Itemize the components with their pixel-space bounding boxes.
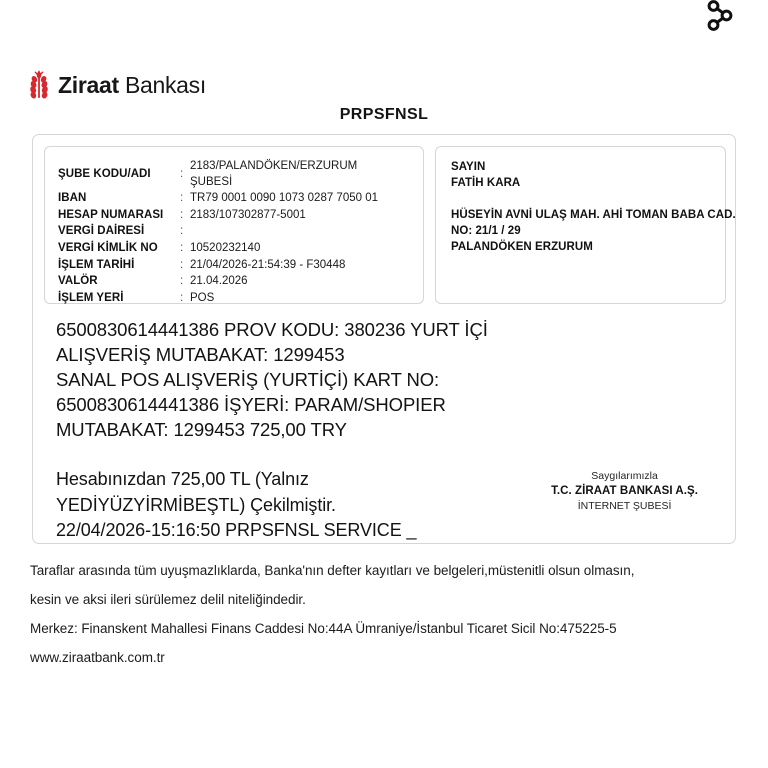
summary-signature-row [56, 465, 716, 544]
signature-bank-name: T.C. ZİRAAT BANKASI A.Ş. [551, 485, 698, 497]
footer-line-3: Merkez: Finanskent Mahallesi Finans Caddesi No:44A Ümraniye/İstanbul Ticaret Sicil No:475225-5 [30, 621, 617, 636]
footer-line-2: kesin ve aksi ileri sürülemez delil niteliğindedir. [30, 592, 306, 607]
row-sep-1: : [180, 192, 184, 205]
customer-name: FATİH KARA [451, 177, 521, 189]
transaction-line-5: MUTABAKAT: 1299453 725,00 TRY [56, 419, 347, 440]
signature-block [551, 465, 716, 544]
account-info-table [58, 159, 411, 306]
info-boxes [44, 146, 736, 304]
row-sep-5: : [180, 258, 184, 271]
row-label-hesap-numarasi: HESAP NUMARASI [58, 208, 164, 221]
transaction-line-2: ALIŞVERİŞ MUTABAKAT: 1299453 [56, 344, 345, 365]
row-sep-7: : [180, 291, 184, 304]
transaction-line-1: 6500830614441386 PROV KODU: 380236 YURT İÇİ [56, 319, 488, 340]
row-value-valor: 21.04.2026 [190, 275, 248, 288]
row-label-vergi-kimlik-no: VERGİ KİMLİK NO [58, 241, 158, 254]
share-icon [703, 0, 737, 33]
footer-legal-text [30, 556, 742, 672]
row-sep-3: : [180, 225, 184, 238]
row-sep-2: : [180, 208, 184, 221]
customer-address-line-3: PALANDÖKEN ERZURUM [451, 241, 593, 253]
customer-address-line-2: NO: 21/1 / 29 [451, 225, 521, 237]
row-sep-0: : [180, 167, 184, 180]
row-sep-6: : [180, 275, 184, 288]
row-label-sube-kodu-adi: ŞUBE KODU/ADI [58, 167, 151, 180]
receipt-card [32, 134, 736, 544]
customer-info-box [435, 146, 736, 304]
row-sep-4: : [180, 241, 184, 254]
row-value-islem-yeri: POS [190, 291, 215, 304]
amount-summary-block [56, 465, 416, 544]
transaction-detail-block [56, 317, 696, 442]
customer-address-line-1: HÜSEYİN AVNİ ULAŞ MAH. AHİ TOMAN BABA CAD. [451, 209, 736, 221]
share-button[interactable] [700, 0, 740, 36]
summary-line-1: Hesabınızdan 725,00 TL (Yalnız [56, 469, 309, 489]
account-info-box [44, 146, 424, 304]
row-value-vergi-dairesi [190, 224, 411, 240]
row-label-islem-yeri: İŞLEM YERİ [58, 291, 124, 304]
footer-website-link[interactable]: www.ziraatbank.com.tr [30, 650, 165, 665]
page-title: PRPSFNSL [339, 106, 429, 123]
transaction-line-3: SANAL POS ALIŞVERİŞ (YURTİÇİ) KART NO: [56, 369, 440, 390]
brand-name-bold: Ziraat [58, 71, 119, 98]
brand-name [58, 71, 206, 98]
summary-line-3: 22/04/2026-15:16:50 PRPSFNSL SERVICE _ [56, 520, 417, 540]
row-label-islem-tarihi: İŞLEM TARİHİ [58, 258, 135, 271]
top-bar [0, 0, 768, 46]
row-label-vergi-dairesi: VERGİ DAİRESİ [58, 225, 145, 238]
wheat-icon [26, 70, 52, 100]
brand-name-light-text: Bankası [124, 71, 206, 98]
row-value-sube-kodu-adi: 2183/PALANDÖKEN/ERZURUM ŞUBESİ [190, 160, 358, 188]
customer-salutation: SAYIN [451, 161, 486, 173]
row-value-vergi-kimlik-no: 10520232140 [190, 241, 261, 254]
brand-logo [26, 70, 206, 100]
row-label-iban: IBAN [58, 192, 87, 205]
row-value-iban: TR79 0001 0090 1073 0287 7050 01 [190, 192, 378, 205]
summary-line-2: YEDİYÜZYİRMİBEŞTL) Çekilmiştir. [56, 494, 336, 515]
footer-line-1: Taraflar arasında tüm uyuşmazlıklarda, Banka'nın defter kayıtları ve belgeleri,müstenitli olsun olmasın, [30, 563, 635, 578]
transaction-line-4: 6500830614441386 İŞYERİ: PARAM/SHOPIER [56, 394, 446, 415]
address-spacer [451, 191, 713, 207]
signature-branch-name: İNTERNET ŞUBESİ [577, 500, 672, 512]
row-value-islem-tarihi: 21/04/2026-21:54:39 - F30448 [190, 258, 346, 271]
row-value-hesap-numarasi: 2183/107302877-5001 [190, 208, 306, 221]
signature-regards: Saygılarımızla [591, 470, 658, 482]
row-label-valor: VALÖR [58, 275, 98, 288]
